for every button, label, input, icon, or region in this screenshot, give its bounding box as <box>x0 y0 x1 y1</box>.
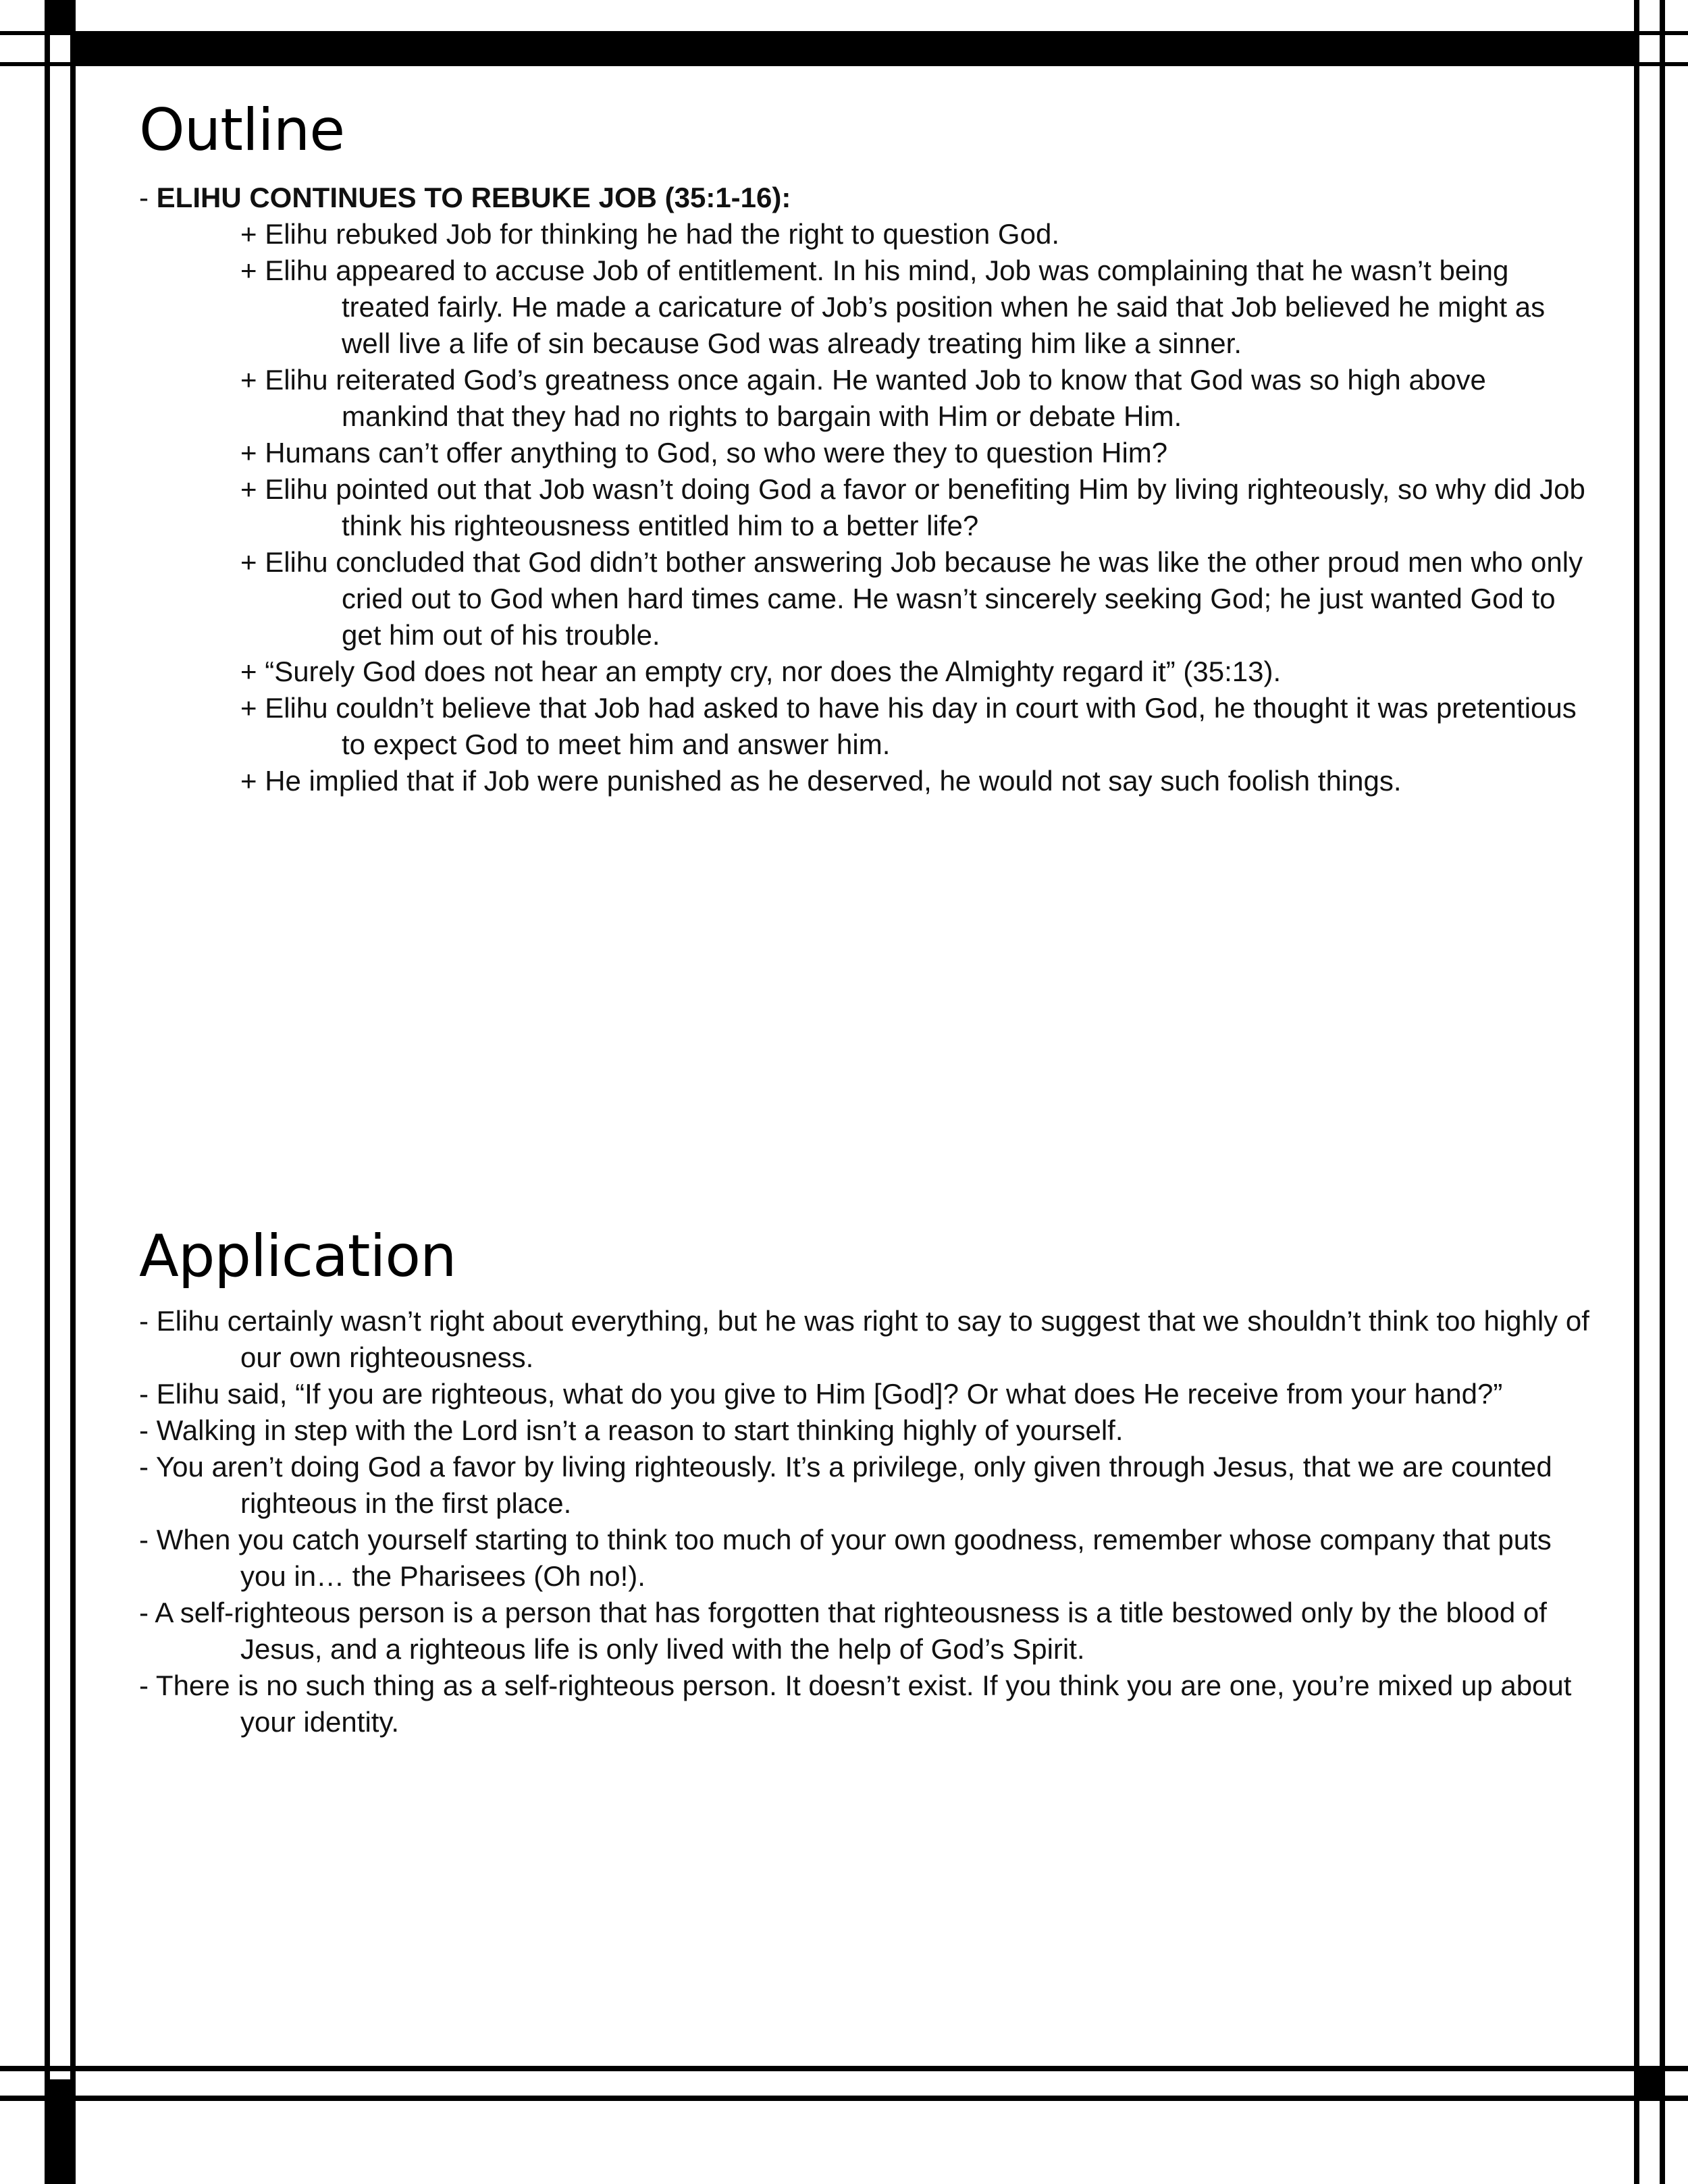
outline-point-text: Elihu concluded that God didn’t bother answering Job because he was like the other proud men who only cried out to God when hard times came. He wasn’t sincerely seeking God; he just wanted God to get him out of his trouble. <box>265 546 1583 651</box>
application-point <box>139 1449 1598 1522</box>
application-point <box>139 1412 1598 1449</box>
frame-left-outer-line <box>45 0 50 2184</box>
frame-top-left-rule <box>0 31 74 35</box>
frame-right-inner-line <box>1634 0 1639 2184</box>
frame-right-outer-line <box>1660 0 1665 2184</box>
outline-list <box>139 180 1598 799</box>
application-point <box>139 1668 1598 1740</box>
outline-point-text: Humans can’t offer anything to God, so who were they to question Him? <box>265 437 1168 469</box>
outline-point <box>139 216 1598 252</box>
frame-bottom-rule <box>0 2096 1688 2101</box>
outline-point-text: He implied that if Job were punished as he deserved, he would not say such foolish things. <box>265 765 1402 797</box>
application-point-text: Walking in step with the Lord isn’t a reason to start thinking highly of yourself. <box>156 1414 1124 1446</box>
plus-marker: + <box>240 692 257 724</box>
outline-point <box>139 362 1598 435</box>
plus-marker: + <box>240 255 257 286</box>
plus-marker: + <box>240 473 257 505</box>
frame-bottom-rule <box>0 2066 1688 2071</box>
outline-point <box>139 471 1598 544</box>
frame-top-band <box>76 31 1634 66</box>
application-list <box>139 1303 1598 1740</box>
plus-marker: + <box>240 765 257 797</box>
frame-top-left-rule <box>0 62 74 66</box>
outline-point <box>139 252 1598 362</box>
outline-point <box>139 763 1598 799</box>
dash-marker: - <box>139 1378 149 1410</box>
plus-marker: + <box>240 656 257 687</box>
outline-point <box>139 690 1598 763</box>
application-point-text: When you catch yourself starting to think too much of your own goodness, remember whose company that puts you in… the Pharisees (Oh no!). <box>156 1524 1552 1592</box>
application-point <box>139 1303 1598 1376</box>
application-point <box>139 1595 1598 1668</box>
outline-point <box>139 654 1598 690</box>
application-point-text: There is no such thing as a self-righteous person. It doesn’t exist. If you think you are one, you’re mixed up about your identity. <box>155 1670 1572 1738</box>
outline-title: Outline <box>139 97 345 164</box>
application-point <box>139 1376 1598 1412</box>
outline-point <box>139 435 1598 471</box>
dash-marker: - <box>139 1451 149 1483</box>
dash-marker: - <box>139 1524 149 1555</box>
outline-heading <box>139 180 1598 216</box>
application-point-text: You aren’t doing God a favor by living righteously. It’s a privilege, only given through Jesus, that we are counted righteous in the first place. <box>155 1451 1552 1519</box>
plus-marker: + <box>240 364 257 396</box>
dash-marker: - <box>139 1414 149 1446</box>
frame-corner-block <box>45 0 76 31</box>
application-title: Application <box>139 1223 456 1290</box>
frame-left-inner-line <box>70 0 76 2184</box>
dash-marker: - <box>139 1670 149 1701</box>
application-point-text: Elihu certainly wasn’t right about everything, but he was right to say to suggest that we shouldn’t think too highly of our own righteousness. <box>156 1305 1589 1373</box>
plus-marker: + <box>240 437 257 469</box>
outline-point-text: Elihu appeared to accuse Job of entitlement. In his mind, Job was complaining that he wasn’t being treated fairly. He made a caricature of Job’s position when he said that Job believed he might as well live a life of sin because God was already treating him like a sinner. <box>265 255 1546 359</box>
outline-point-text: “Surely God does not hear an empty cry, nor does the Almighty regard it” (35:13). <box>265 656 1282 687</box>
outline-point <box>139 544 1598 654</box>
application-point <box>139 1522 1598 1595</box>
outline-heading-text: ELIHU CONTINUES TO REBUKE JOB (35:1-16): <box>156 182 791 213</box>
outline-point-text: Elihu reiterated God’s greatness once again. He wanted Job to know that God was so high above mankind that they had no rights to bargain with Him or debate Him. <box>265 364 1486 432</box>
outline-point-text: Elihu rebuked Job for thinking he had the right to question God. <box>265 218 1059 250</box>
plus-marker: + <box>240 546 257 578</box>
application-point-text: A self-righteous person is a person that has forgotten that righteousness is a title bestowed only by the blood of Jesus, and a righteous life is only lived with the help of God’s Spirit. <box>155 1597 1547 1665</box>
outline-point-text: Elihu couldn’t believe that Job had asked to have his day in court with God, he thought it was pretentious to expect God to meet him and answer him. <box>265 692 1577 760</box>
outline-point-text: Elihu pointed out that Job wasn’t doing God a favor or benefiting Him by living righteously, so why did Job think his righteousness entitled him to a better life? <box>265 473 1585 541</box>
plus-marker: + <box>240 218 257 250</box>
application-point-text: Elihu said, “If you are righteous, what do you give to Him [God]? Or what does He receive from your hand?” <box>156 1378 1503 1410</box>
dash-marker: - <box>139 1597 149 1628</box>
dash-marker: - <box>139 1305 149 1337</box>
dash-marker: - <box>139 182 149 213</box>
